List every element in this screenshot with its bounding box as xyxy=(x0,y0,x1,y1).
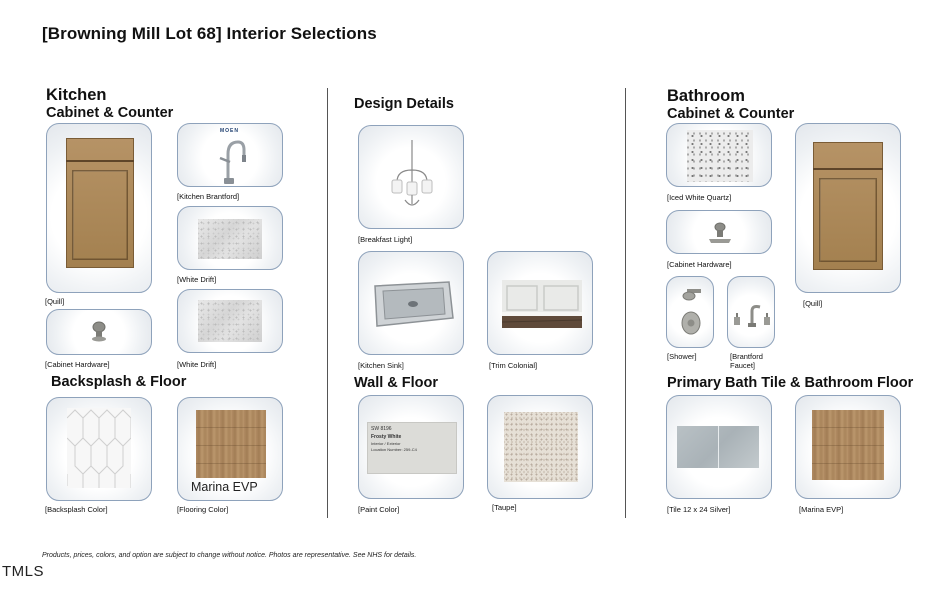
paint-code: SW 8196 xyxy=(371,426,392,432)
bath-hardware-card xyxy=(666,210,772,254)
moen-logo: MOEN xyxy=(220,128,239,134)
paint-swatch xyxy=(367,422,457,474)
bath-counter-caption: [Iced White Quartz] xyxy=(667,193,732,202)
bath-hardware-caption: [Cabinet Hardware] xyxy=(667,260,732,269)
kitchen-sink-image xyxy=(369,278,455,330)
paint-location: Location Number: 259-C4 xyxy=(371,447,417,452)
kitchen-cabinet-caption: [Quill] xyxy=(45,297,65,306)
silver-tile-swatch xyxy=(677,426,759,468)
bath-tile-heading: Primary Bath Tile & Bathroom Floor xyxy=(667,375,914,391)
bathroom-heading: Bathroom xyxy=(667,87,745,105)
bath-floor-caption: [Marina EVP] xyxy=(799,505,844,514)
design-details-heading: Design Details xyxy=(354,96,454,112)
trim-caption: [Trim Colonial] xyxy=(489,361,538,370)
kitchen-sink-caption: [Kitchen Sink] xyxy=(358,361,404,370)
iced-white-quartz-swatch xyxy=(687,130,753,182)
pendant-light-image xyxy=(387,140,437,218)
kitchen-counter-card-2 xyxy=(177,289,283,353)
kitchen-cabinet-card xyxy=(46,123,152,293)
kitchen-heading: Kitchen xyxy=(46,86,107,104)
bath-tile-card xyxy=(666,395,772,499)
backsplash-card xyxy=(46,397,152,501)
bath-cabinet-caption: [Quill] xyxy=(803,299,823,308)
kitchen-faucet-caption: [Kitchen Brantford] xyxy=(177,192,240,201)
backsplash-floor-heading: Backsplash & Floor xyxy=(51,374,187,390)
trim-card xyxy=(487,251,593,355)
kitchen-counter-card-1 xyxy=(177,206,283,270)
kitchen-counter-caption-2: [White Drift] xyxy=(177,360,217,369)
cabinet-pull-image xyxy=(705,219,735,247)
bath-faucet-caption-line1: [Brantford xyxy=(730,352,763,361)
marina-evp-swatch xyxy=(196,410,266,478)
bath-floor-card xyxy=(795,395,901,499)
shower-image xyxy=(677,287,705,339)
cabinet-door-image xyxy=(813,142,883,270)
flooring-caption: [Flooring Color] xyxy=(177,505,229,514)
column-divider-left xyxy=(327,88,328,518)
taupe-caption: [Taupe] xyxy=(492,503,517,512)
shower-card xyxy=(666,276,714,348)
paint-color-card xyxy=(358,395,464,499)
cabinet-knob-image xyxy=(85,318,113,346)
bath-faucet-card xyxy=(727,276,775,348)
backsplash-caption: [Backsplash Color] xyxy=(45,505,108,514)
breakfast-light-caption: [Breakfast Light] xyxy=(358,235,413,244)
trim-colonial-image xyxy=(502,280,582,328)
bath-tile-caption: [Tile 12 x 24 Silver] xyxy=(667,505,731,514)
kitchen-subheading: Cabinet & Counter xyxy=(46,105,174,121)
taupe-card xyxy=(487,395,593,499)
flooring-card xyxy=(177,397,283,501)
column-divider-right xyxy=(625,88,626,518)
flooring-label: Marina EVP xyxy=(191,480,258,494)
taupe-swatch xyxy=(504,412,578,482)
kitchen-counter-caption-1: [White Drift] xyxy=(177,275,217,284)
kitchen-faucet-image xyxy=(214,136,248,186)
white-drift-swatch xyxy=(198,300,262,342)
kitchen-hardware-caption: [Cabinet Hardware] xyxy=(45,360,110,369)
bath-counter-card xyxy=(666,123,772,187)
kitchen-faucet-card xyxy=(177,123,283,187)
tmls-logo: TMLS xyxy=(2,563,45,580)
page-title: [Browning Mill Lot 68] Interior Selections xyxy=(42,24,377,43)
marina-evp-swatch xyxy=(812,410,884,480)
wall-floor-heading: Wall & Floor xyxy=(354,375,439,391)
backsplash-tile-image xyxy=(67,408,131,488)
bath-faucet-caption-line2: Faucet] xyxy=(730,361,756,370)
paint-use: Interior / Exterior xyxy=(371,441,401,446)
bathroom-subheading: Cabinet & Counter xyxy=(667,106,795,122)
bath-faucet-image xyxy=(732,299,772,329)
kitchen-sink-card xyxy=(358,251,464,355)
white-drift-swatch xyxy=(198,219,262,259)
breakfast-light-card xyxy=(358,125,464,229)
paint-color-caption: [Paint Color] xyxy=(358,505,400,514)
shower-caption: [Shower] xyxy=(667,352,697,361)
disclaimer-text: Products, prices, colors, and option are subject to change without notice. Photos are representative. See NHS for details. xyxy=(42,552,417,559)
bath-cabinet-card xyxy=(795,123,901,293)
cabinet-door-image xyxy=(66,138,134,268)
kitchen-hardware-card xyxy=(46,309,152,355)
paint-name: Frosty White xyxy=(371,434,402,440)
